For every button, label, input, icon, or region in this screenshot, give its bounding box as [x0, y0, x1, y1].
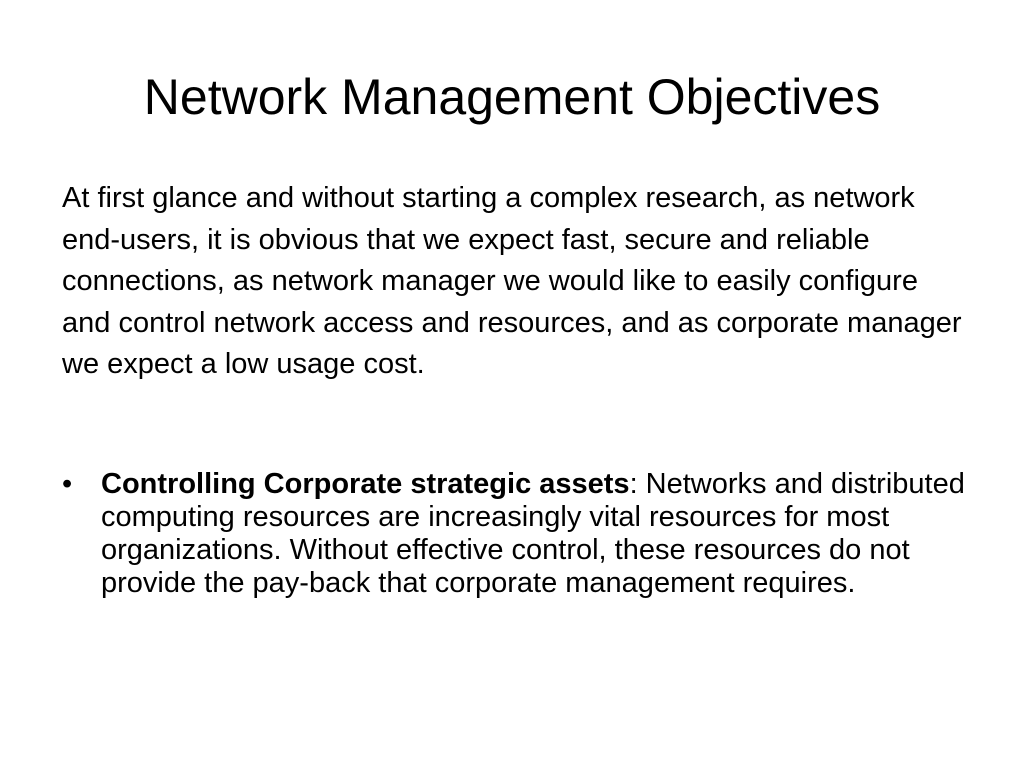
bullet-list — [62, 468, 982, 600]
bullet-item — [62, 468, 982, 600]
bullet-term: Controlling Corporate strategic assets — [101, 468, 630, 500]
bullet-marker: • — [62, 468, 73, 500]
bullet-separator: : — [629, 468, 638, 500]
bullet-text: Networks and distributed computing resources are increasingly vital resources for most organizations. Without effective control, these resources do not provide the pay-back that corporate management requires. — [101, 468, 965, 599]
intro-paragraph: At first glance and without starting a complex research, as network end-users, it is obvious that we expect fast, secure and reliable connections, as network manager we would like to easily configure and control network access and resources, and as corporate manager we expect a low usage cost. — [62, 182, 962, 381]
slide-title: Network Management Objectives — [143, 69, 881, 125]
